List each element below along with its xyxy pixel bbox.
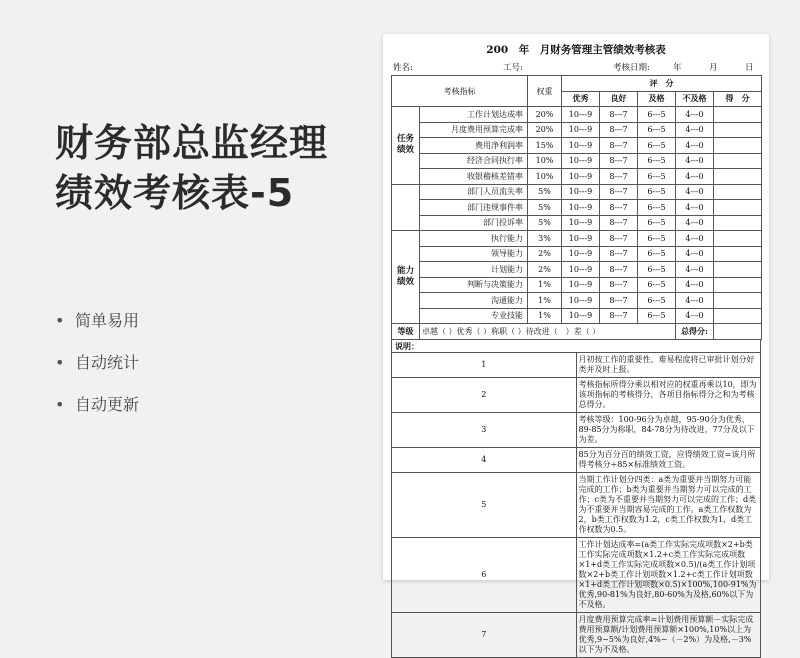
table-row bbox=[392, 138, 762, 154]
note-row bbox=[392, 412, 761, 447]
score-range-cell: 10---9 bbox=[562, 293, 600, 309]
weight-cell: 3% bbox=[528, 231, 562, 247]
table-row bbox=[392, 246, 762, 262]
category-cell: 任务绩效 bbox=[392, 107, 420, 185]
weight-cell: 10% bbox=[528, 169, 562, 185]
note-text: 月初按工作的重要性、难易程度将已审批计划分好类并及时上报。 bbox=[576, 352, 761, 377]
assessment-sheet-preview bbox=[383, 34, 769, 654]
level-row bbox=[392, 324, 762, 340]
feature-item: • 自动统计 bbox=[55, 352, 139, 374]
note-row bbox=[392, 447, 761, 472]
indicator-name: 部门投诉率 bbox=[420, 215, 528, 231]
note-text: 85分为百分百的绩效工资，应得绩效工资=该月所得考核分÷85×标准绩效工资。 bbox=[576, 447, 761, 472]
note-number: 7 bbox=[392, 612, 577, 657]
score-range-cell: 8---7 bbox=[600, 231, 638, 247]
score-range-cell: 10---9 bbox=[562, 122, 600, 138]
note-number: 4 bbox=[392, 447, 577, 472]
feature-list bbox=[55, 310, 139, 436]
table-row bbox=[392, 262, 762, 278]
score-range-cell: 10---9 bbox=[562, 184, 600, 200]
indicator-name: 部门人员流失率 bbox=[420, 184, 528, 200]
level-label: 等级 bbox=[392, 324, 420, 340]
score-range-cell: 8---7 bbox=[600, 107, 638, 123]
score-range-cell: 10---9 bbox=[562, 153, 600, 169]
indicator-name: 费用净利润率 bbox=[420, 138, 528, 154]
table-row bbox=[392, 107, 762, 123]
score-range-cell: 4---0 bbox=[676, 308, 714, 324]
score-range-cell: 10---9 bbox=[562, 107, 600, 123]
score-range-cell: 6---5 bbox=[638, 293, 676, 309]
score-input-cell bbox=[714, 153, 762, 169]
score-input-cell bbox=[714, 200, 762, 216]
month-label: 月 bbox=[709, 63, 718, 73]
weight-cell: 1% bbox=[528, 308, 562, 324]
page-title bbox=[55, 118, 328, 218]
indicator-name: 判断与决策能力 bbox=[420, 277, 528, 293]
score-range-cell: 8---7 bbox=[600, 246, 638, 262]
category-cell bbox=[392, 184, 420, 231]
note-text: 月度费用预算完成率=计划费用预算额－实际完成费用预算额/计划费用预算额×100%,10%以上为优秀,9~5%为良好,4%~（－2%）为及格,－3%以下为不及格。 bbox=[576, 612, 761, 657]
note-number: 1 bbox=[392, 352, 577, 377]
score-range-cell: 10---9 bbox=[562, 138, 600, 154]
table-row bbox=[392, 215, 762, 231]
score-header: 评 分 bbox=[562, 76, 762, 92]
score-range-cell: 6---5 bbox=[638, 246, 676, 262]
score-range-cell: 8---7 bbox=[600, 262, 638, 278]
score-range-cell: 4---0 bbox=[676, 138, 714, 154]
weight-cell: 5% bbox=[528, 215, 562, 231]
notes-header-row bbox=[392, 339, 761, 352]
table-row bbox=[392, 122, 762, 138]
score-range-cell: 6---5 bbox=[638, 277, 676, 293]
note-row bbox=[392, 377, 761, 412]
score-range-cell: 6---5 bbox=[638, 184, 676, 200]
grade-header: 及格 bbox=[638, 91, 676, 107]
indicator-name: 经济合同执行率 bbox=[420, 153, 528, 169]
notes-body bbox=[392, 339, 761, 657]
score-range-cell: 6---5 bbox=[638, 231, 676, 247]
sheet-meta-row bbox=[391, 61, 761, 74]
indicator-name: 计划能力 bbox=[420, 262, 528, 278]
score-range-cell: 8---7 bbox=[600, 277, 638, 293]
score-range-cell: 8---7 bbox=[600, 215, 638, 231]
indicator-header: 考核指标 bbox=[392, 76, 528, 107]
category-cell: 能力绩效 bbox=[392, 231, 420, 324]
table-row bbox=[392, 277, 762, 293]
score-range-cell: 6---5 bbox=[638, 200, 676, 216]
note-row bbox=[392, 537, 761, 612]
score-range-cell: 6---5 bbox=[638, 153, 676, 169]
indicator-name: 沟通能力 bbox=[420, 293, 528, 309]
score-range-cell: 8---7 bbox=[600, 308, 638, 324]
score-range-cell: 4---0 bbox=[676, 231, 714, 247]
note-text: 工作计划达成率=(a类工作实际完成项数×2+b类工作实际完成项数×1.2+c类工作实际完成项数×1+d类工作实际完成项数×0.5)/(a类工作计划项数×2+b类工作计划项数×1.2+c类工作计划项数×1+d类工作计划项数×0.5)×100%,100-91%为优秀,90-81%为良好,80-60%为及格,60%以下为不及格。 bbox=[576, 537, 761, 612]
score-range-cell: 6---5 bbox=[638, 262, 676, 278]
note-number: 3 bbox=[392, 412, 577, 447]
note-text: 考核等级：100-96分为卓越，95-90分为优秀，89-85分为称职，84-78分为待改进，77分及以下为差。 bbox=[576, 412, 761, 447]
weight-cell: 1% bbox=[528, 293, 562, 309]
indicator-name: 月度费用预算完成率 bbox=[420, 122, 528, 138]
table-row bbox=[392, 169, 762, 185]
score-input-cell bbox=[714, 138, 762, 154]
score-input-cell bbox=[714, 293, 762, 309]
weight-cell: 2% bbox=[528, 262, 562, 278]
score-range-cell: 4---0 bbox=[676, 169, 714, 185]
score-body bbox=[392, 107, 762, 324]
table-row bbox=[392, 184, 762, 200]
score-range-cell: 6---5 bbox=[638, 122, 676, 138]
score-range-cell: 4---0 bbox=[676, 122, 714, 138]
score-range-cell: 4---0 bbox=[676, 262, 714, 278]
notes-header: 说明： bbox=[392, 339, 761, 352]
grade-header: 得 分 bbox=[714, 91, 762, 107]
score-input-cell bbox=[714, 308, 762, 324]
score-input-cell bbox=[714, 231, 762, 247]
year-label: 年 bbox=[673, 63, 682, 73]
score-range-cell: 4---0 bbox=[676, 107, 714, 123]
score-input-cell bbox=[714, 107, 762, 123]
notes-table bbox=[391, 339, 761, 658]
score-range-cell: 10---9 bbox=[562, 169, 600, 185]
table-row bbox=[392, 308, 762, 324]
score-range-cell: 4---0 bbox=[676, 293, 714, 309]
title-line-2: 绩效考核表-5 bbox=[55, 171, 295, 215]
score-input-cell bbox=[714, 262, 762, 278]
score-input-cell bbox=[714, 184, 762, 200]
note-row bbox=[392, 612, 761, 657]
score-range-cell: 4---0 bbox=[676, 184, 714, 200]
score-range-cell: 6---5 bbox=[638, 169, 676, 185]
score-input-cell bbox=[714, 122, 762, 138]
table-row bbox=[392, 153, 762, 169]
score-range-cell: 4---0 bbox=[676, 153, 714, 169]
level-options: 卓越（ ）优秀（ ）称职（ ）待改进（ ）差（ ） bbox=[420, 324, 676, 340]
weight-cell: 2% bbox=[528, 246, 562, 262]
score-range-cell: 4---0 bbox=[676, 246, 714, 262]
score-range-cell: 4---0 bbox=[676, 277, 714, 293]
sheet-title: 200 年 月财务管理主管绩效考核表 bbox=[486, 44, 666, 56]
score-range-cell: 6---5 bbox=[638, 215, 676, 231]
note-number: 6 bbox=[392, 537, 577, 612]
score-range-cell: 4---0 bbox=[676, 215, 714, 231]
title-line-1: 财务部总监经理 bbox=[55, 121, 329, 165]
score-input-cell bbox=[714, 169, 762, 185]
score-range-cell: 8---7 bbox=[600, 122, 638, 138]
weight-cell: 20% bbox=[528, 122, 562, 138]
total-score-cell bbox=[714, 324, 762, 340]
grade-header: 良好 bbox=[600, 91, 638, 107]
score-range-cell: 10---9 bbox=[562, 215, 600, 231]
table-header-row bbox=[392, 76, 762, 92]
indicator-name: 执行能力 bbox=[420, 231, 528, 247]
score-range-cell: 8---7 bbox=[600, 293, 638, 309]
total-score-label: 总得分: bbox=[676, 324, 714, 340]
note-text: 当期工作计划分四类：a类为重要并当期努力可能完成的工作；b类为重要并当期努力可以完成的工作；c类为不重要并当期努力可以完成的工作；d类为不重要并当期容易完成的工作。a类工作权数为2，b类工作权数为1.2，c类工作权数为1，d类工作权数为0.5。 bbox=[576, 472, 761, 537]
score-range-cell: 10---9 bbox=[562, 231, 600, 247]
score-input-cell bbox=[714, 246, 762, 262]
table-row bbox=[392, 231, 762, 247]
score-input-cell bbox=[714, 277, 762, 293]
score-range-cell: 8---7 bbox=[600, 169, 638, 185]
score-range-cell: 8---7 bbox=[600, 138, 638, 154]
score-range-cell: 6---5 bbox=[638, 138, 676, 154]
score-table bbox=[391, 75, 762, 340]
grade-header: 不及格 bbox=[676, 91, 714, 107]
indicator-name: 收银稽核差错率 bbox=[420, 169, 528, 185]
note-number: 5 bbox=[392, 472, 577, 537]
day-label: 日 bbox=[745, 63, 754, 73]
indicator-name: 工作计划达成率 bbox=[420, 107, 528, 123]
weight-header: 权重 bbox=[528, 76, 562, 107]
score-range-cell: 10---9 bbox=[562, 200, 600, 216]
job-no-label: 工号: bbox=[503, 63, 523, 73]
score-range-cell: 8---7 bbox=[600, 200, 638, 216]
indicator-name: 部门违规事件率 bbox=[420, 200, 528, 216]
score-range-cell: 10---9 bbox=[562, 246, 600, 262]
feature-item: • 自动更新 bbox=[55, 394, 139, 416]
weight-cell: 20% bbox=[528, 107, 562, 123]
note-number: 2 bbox=[392, 377, 577, 412]
score-range-cell: 10---9 bbox=[562, 308, 600, 324]
grade-header: 优秀 bbox=[562, 91, 600, 107]
date-label: 考核日期: bbox=[613, 63, 650, 73]
score-range-cell: 6---5 bbox=[638, 308, 676, 324]
score-range-cell: 10---9 bbox=[562, 262, 600, 278]
score-range-cell: 8---7 bbox=[600, 153, 638, 169]
weight-cell: 1% bbox=[528, 277, 562, 293]
score-range-cell: 10---9 bbox=[562, 277, 600, 293]
weight-cell: 10% bbox=[528, 153, 562, 169]
weight-cell: 5% bbox=[528, 184, 562, 200]
score-range-cell: 4---0 bbox=[676, 200, 714, 216]
score-range-cell: 6---5 bbox=[638, 107, 676, 123]
note-row bbox=[392, 472, 761, 537]
table-row bbox=[392, 293, 762, 309]
feature-item: • 简单易用 bbox=[55, 310, 139, 332]
weight-cell: 5% bbox=[528, 200, 562, 216]
note-text: 考核指标所得分乘以相对应的权重再乘以10，即为该项指标的考核得分，各项目指标得分之和为考核总得分。 bbox=[576, 377, 761, 412]
score-input-cell bbox=[714, 215, 762, 231]
indicator-name: 领导能力 bbox=[420, 246, 528, 262]
indicator-name: 专业技能 bbox=[420, 308, 528, 324]
table-row bbox=[392, 200, 762, 216]
note-row bbox=[392, 352, 761, 377]
weight-cell: 15% bbox=[528, 138, 562, 154]
score-range-cell: 8---7 bbox=[600, 184, 638, 200]
name-label: 姓名: bbox=[393, 63, 413, 73]
